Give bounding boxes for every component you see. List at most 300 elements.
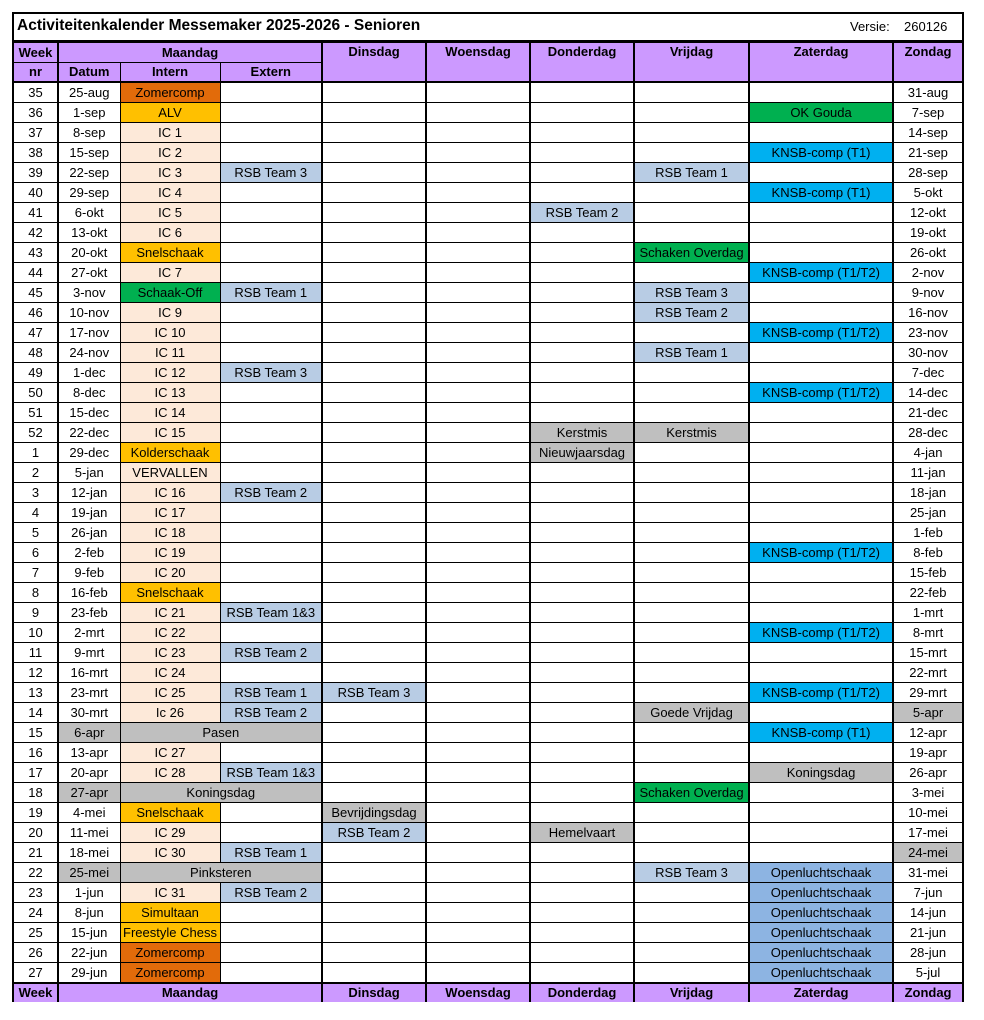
table-row (14, 543, 962, 563)
vrijdag-cell: RSB Team 3 (634, 283, 749, 303)
dinsdag-cell (322, 363, 426, 383)
zondag-cell: 5-okt (893, 183, 962, 203)
zondag-cell: 1-mrt (893, 603, 962, 623)
vrijdag-cell (634, 443, 749, 463)
intern-cell: IC 1 (120, 123, 220, 143)
extern-cell: RSB Team 1 (220, 843, 322, 863)
extern-cell (220, 503, 322, 523)
woensdag-cell (426, 723, 530, 743)
intern-cell: Snelschaak (120, 583, 220, 603)
extern-cell (220, 563, 322, 583)
dinsdag-cell (322, 263, 426, 283)
datum-cell: 17-nov (58, 323, 120, 343)
extern-cell (220, 423, 322, 443)
donderdag-cell: Hemelvaart (530, 823, 634, 843)
dinsdag-cell (322, 563, 426, 583)
extern-cell (220, 203, 322, 223)
zondag-cell: 28-dec (893, 423, 962, 443)
week-nr-cell: 5 (14, 523, 58, 543)
zaterdag-cell (749, 823, 893, 843)
zaterdag-cell: KNSB-comp (T1/T2) (749, 323, 893, 343)
extern-cell (220, 923, 322, 943)
header-intern: Intern (120, 63, 220, 83)
donderdag-cell (530, 583, 634, 603)
table-row (14, 843, 962, 863)
donderdag-cell (530, 103, 634, 123)
datum-cell: 25-mei (58, 863, 120, 883)
intern-cell: IC 11 (120, 343, 220, 363)
header-extern: Extern (220, 63, 322, 83)
extern-cell (220, 463, 322, 483)
intern-cell: IC 27 (120, 743, 220, 763)
woensdag-cell (426, 383, 530, 403)
table-row (14, 103, 962, 123)
extern-cell (220, 963, 322, 984)
holiday-span-cell: Koningsdag (120, 783, 322, 803)
intern-cell: IC 18 (120, 523, 220, 543)
vrijdag-cell (634, 503, 749, 523)
dinsdag-cell (322, 583, 426, 603)
woensdag-cell (426, 603, 530, 623)
zaterdag-cell: Openluchtschaak (749, 943, 893, 963)
header-row (14, 43, 962, 63)
footer-week: Week (14, 983, 58, 1002)
zaterdag-cell (749, 643, 893, 663)
datum-cell: 6-okt (58, 203, 120, 223)
donderdag-cell (530, 303, 634, 323)
vrijdag-cell (634, 843, 749, 863)
donderdag-cell (530, 783, 634, 803)
woensdag-cell (426, 583, 530, 603)
header-week: Week (14, 43, 58, 63)
zaterdag-cell (749, 243, 893, 263)
vrijdag-cell (634, 603, 749, 623)
dinsdag-cell (322, 523, 426, 543)
datum-cell: 9-feb (58, 563, 120, 583)
zaterdag-cell (749, 603, 893, 623)
donderdag-cell (530, 483, 634, 503)
vrijdag-cell: RSB Team 2 (634, 303, 749, 323)
vrijdag-cell (634, 803, 749, 823)
extern-cell (220, 103, 322, 123)
woensdag-cell (426, 483, 530, 503)
zaterdag-cell (749, 463, 893, 483)
datum-cell: 5-jan (58, 463, 120, 483)
zondag-cell: 22-mrt (893, 663, 962, 683)
table-row (14, 643, 962, 663)
dinsdag-cell (322, 763, 426, 783)
datum-cell: 26-jan (58, 523, 120, 543)
table-row (14, 223, 962, 243)
zondag-cell: 14-dec (893, 383, 962, 403)
intern-cell: IC 3 (120, 163, 220, 183)
dinsdag-cell (322, 303, 426, 323)
zaterdag-cell (749, 423, 893, 443)
zondag-cell: 23-nov (893, 323, 962, 343)
zondag-cell: 26-apr (893, 763, 962, 783)
table-row (14, 403, 962, 423)
dinsdag-cell (322, 783, 426, 803)
vrijdag-cell (634, 143, 749, 163)
table-row (14, 363, 962, 383)
extern-cell (220, 183, 322, 203)
dinsdag-cell (322, 603, 426, 623)
woensdag-cell (426, 883, 530, 903)
woensdag-cell (426, 903, 530, 923)
woensdag-cell (426, 303, 530, 323)
week-nr-cell: 4 (14, 503, 58, 523)
woensdag-cell (426, 123, 530, 143)
zaterdag-cell (749, 503, 893, 523)
zaterdag-cell (749, 203, 893, 223)
donderdag-cell (530, 923, 634, 943)
zondag-cell: 19-okt (893, 223, 962, 243)
vrijdag-cell (634, 963, 749, 984)
vrijdag-cell (634, 743, 749, 763)
donderdag-cell (530, 82, 634, 103)
zaterdag-cell: Openluchtschaak (749, 863, 893, 883)
vrijdag-cell (634, 923, 749, 943)
week-nr-cell: 45 (14, 283, 58, 303)
zondag-cell: 28-sep (893, 163, 962, 183)
woensdag-cell (426, 823, 530, 843)
dinsdag-cell (322, 483, 426, 503)
datum-cell: 30-mrt (58, 703, 120, 723)
dinsdag-cell (322, 863, 426, 883)
table-row (14, 483, 962, 503)
zaterdag-cell: Openluchtschaak (749, 903, 893, 923)
donderdag-cell (530, 903, 634, 923)
dinsdag-cell (322, 643, 426, 663)
dinsdag-cell (322, 443, 426, 463)
dinsdag-cell (322, 663, 426, 683)
extern-cell (220, 323, 322, 343)
week-nr-cell: 14 (14, 703, 58, 723)
donderdag-cell (530, 803, 634, 823)
vrijdag-cell (634, 463, 749, 483)
zaterdag-cell: KNSB-comp (T1/T2) (749, 683, 893, 703)
zaterdag-cell (749, 663, 893, 683)
zondag-cell: 8-mrt (893, 623, 962, 643)
zondag-cell: 16-nov (893, 303, 962, 323)
extern-cell (220, 143, 322, 163)
zondag-cell: 3-mei (893, 783, 962, 803)
header-maandag: Maandag (58, 43, 322, 63)
donderdag-cell (530, 403, 634, 423)
vrijdag-cell (634, 383, 749, 403)
woensdag-cell (426, 223, 530, 243)
week-nr-cell: 7 (14, 563, 58, 583)
intern-cell: Zomercomp (120, 82, 220, 103)
vrijdag-cell (634, 663, 749, 683)
donderdag-cell (530, 503, 634, 523)
donderdag-cell (530, 643, 634, 663)
intern-cell: Kolderschaak (120, 443, 220, 463)
extern-cell (220, 523, 322, 543)
zondag-cell: 19-apr (893, 743, 962, 763)
zaterdag-cell (749, 843, 893, 863)
datum-cell: 25-aug (58, 82, 120, 103)
table-row (14, 263, 962, 283)
donderdag-cell (530, 463, 634, 483)
donderdag-cell (530, 743, 634, 763)
donderdag-cell: Kerstmis (530, 423, 634, 443)
vrijdag-cell (634, 643, 749, 663)
footer-donderdag: Donderdag (530, 983, 634, 1002)
dinsdag-cell (322, 843, 426, 863)
woensdag-cell (426, 203, 530, 223)
zaterdag-cell: Koningsdag (749, 763, 893, 783)
vrijdag-cell (634, 823, 749, 843)
zaterdag-cell: KNSB-comp (T1) (749, 143, 893, 163)
donderdag-cell (530, 883, 634, 903)
donderdag-cell (530, 523, 634, 543)
zondag-cell: 15-feb (893, 563, 962, 583)
datum-cell: 29-jun (58, 963, 120, 984)
zaterdag-cell: Openluchtschaak (749, 923, 893, 943)
dinsdag-cell (322, 223, 426, 243)
intern-cell: Schaak-Off (120, 283, 220, 303)
week-nr-cell: 48 (14, 343, 58, 363)
zaterdag-cell (749, 523, 893, 543)
zondag-cell: 7-sep (893, 103, 962, 123)
dinsdag-cell (322, 143, 426, 163)
footer-zaterdag: Zaterdag (749, 983, 893, 1002)
dinsdag-cell (322, 963, 426, 984)
table-row (14, 783, 962, 803)
intern-cell: IC 14 (120, 403, 220, 423)
datum-cell: 8-dec (58, 383, 120, 403)
zondag-cell: 17-mei (893, 823, 962, 843)
zondag-cell: 10-mei (893, 803, 962, 823)
intern-cell: Snelschaak (120, 243, 220, 263)
donderdag-cell (530, 943, 634, 963)
zaterdag-cell (749, 123, 893, 143)
extern-cell (220, 823, 322, 843)
zaterdag-cell (749, 783, 893, 803)
zaterdag-cell (749, 563, 893, 583)
donderdag-cell (530, 563, 634, 583)
zaterdag-cell (749, 303, 893, 323)
datum-cell: 20-apr (58, 763, 120, 783)
extern-cell (220, 623, 322, 643)
week-nr-cell: 52 (14, 423, 58, 443)
zondag-cell: 26-okt (893, 243, 962, 263)
week-nr-cell: 40 (14, 183, 58, 203)
intern-cell: Zomercomp (120, 943, 220, 963)
header-vrijdag: Vrijdag (634, 43, 749, 83)
week-nr-cell: 9 (14, 603, 58, 623)
woensdag-cell (426, 663, 530, 683)
woensdag-cell (426, 563, 530, 583)
extern-cell (220, 943, 322, 963)
dinsdag-cell: Bevrijdingsdag (322, 803, 426, 823)
week-nr-cell: 39 (14, 163, 58, 183)
table-row (14, 903, 962, 923)
week-nr-cell: 3 (14, 483, 58, 503)
week-nr-cell: 50 (14, 383, 58, 403)
extern-cell: RSB Team 3 (220, 363, 322, 383)
datum-cell: 13-apr (58, 743, 120, 763)
extern-cell (220, 82, 322, 103)
woensdag-cell (426, 923, 530, 943)
extern-cell: RSB Team 1&3 (220, 763, 322, 783)
table-row (14, 563, 962, 583)
week-nr-cell: 20 (14, 823, 58, 843)
week-nr-cell: 10 (14, 623, 58, 643)
week-nr-cell: 37 (14, 123, 58, 143)
intern-cell: IC 21 (120, 603, 220, 623)
zaterdag-cell (749, 163, 893, 183)
woensdag-cell (426, 82, 530, 103)
vrijdag-cell (634, 543, 749, 563)
zondag-cell: 25-jan (893, 503, 962, 523)
woensdag-cell (426, 403, 530, 423)
vrijdag-cell (634, 683, 749, 703)
zondag-cell: 31-mei (893, 863, 962, 883)
donderdag-cell (530, 763, 634, 783)
donderdag-cell (530, 263, 634, 283)
donderdag-cell (530, 143, 634, 163)
intern-cell: IC 23 (120, 643, 220, 663)
datum-cell: 20-okt (58, 243, 120, 263)
week-nr-cell: 16 (14, 743, 58, 763)
donderdag-cell (530, 723, 634, 743)
vrijdag-cell (634, 943, 749, 963)
week-nr-cell: 8 (14, 583, 58, 603)
donderdag-cell (530, 963, 634, 984)
intern-cell: IC 5 (120, 203, 220, 223)
zaterdag-cell (749, 363, 893, 383)
intern-cell: IC 28 (120, 763, 220, 783)
table-row (14, 703, 962, 723)
datum-cell: 6-apr (58, 723, 120, 743)
intern-cell: IC 15 (120, 423, 220, 443)
woensdag-cell (426, 463, 530, 483)
datum-cell: 15-sep (58, 143, 120, 163)
woensdag-cell (426, 263, 530, 283)
vrijdag-cell (634, 203, 749, 223)
woensdag-cell (426, 943, 530, 963)
zaterdag-cell: Openluchtschaak (749, 883, 893, 903)
table-row (14, 883, 962, 903)
datum-cell: 22-sep (58, 163, 120, 183)
intern-cell: ALV (120, 103, 220, 123)
zaterdag-cell: KNSB-comp (T1/T2) (749, 543, 893, 563)
zondag-cell: 30-nov (893, 343, 962, 363)
zondag-cell: 7-jun (893, 883, 962, 903)
zondag-cell: 11-jan (893, 463, 962, 483)
datum-cell: 4-mei (58, 803, 120, 823)
intern-cell: IC 25 (120, 683, 220, 703)
datum-cell: 1-dec (58, 363, 120, 383)
intern-cell: Simultaan (120, 903, 220, 923)
vrijdag-cell: Schaken Overdag (634, 783, 749, 803)
woensdag-cell (426, 863, 530, 883)
week-nr-cell: 46 (14, 303, 58, 323)
table-row (14, 763, 962, 783)
intern-cell: IC 29 (120, 823, 220, 843)
extern-cell: RSB Team 2 (220, 643, 322, 663)
zaterdag-cell: OK Gouda (749, 103, 893, 123)
intern-cell: IC 2 (120, 143, 220, 163)
datum-cell: 10-nov (58, 303, 120, 323)
calendar-table (14, 42, 962, 1002)
woensdag-cell (426, 803, 530, 823)
zondag-cell: 4-jan (893, 443, 962, 463)
woensdag-cell (426, 743, 530, 763)
table-row (14, 463, 962, 483)
datum-cell: 1-jun (58, 883, 120, 903)
vrijdag-cell: Goede Vrijdag (634, 703, 749, 723)
header-datum: Datum (58, 63, 120, 83)
donderdag-cell (530, 863, 634, 883)
table-row (14, 383, 962, 403)
page-title: Activiteitenkalender Messemaker 2025-2026 - Senioren (17, 17, 421, 34)
vrijdag-cell (634, 183, 749, 203)
table-row (14, 923, 962, 943)
dinsdag-cell (322, 383, 426, 403)
dinsdag-cell (322, 423, 426, 443)
holiday-span-cell: Pinksteren (120, 863, 322, 883)
zondag-cell: 12-apr (893, 723, 962, 743)
woensdag-cell (426, 683, 530, 703)
woensdag-cell (426, 283, 530, 303)
week-nr-cell: 2 (14, 463, 58, 483)
table-row (14, 863, 962, 883)
donderdag-cell (530, 183, 634, 203)
intern-cell: IC 9 (120, 303, 220, 323)
zaterdag-cell (749, 283, 893, 303)
zondag-cell: 14-sep (893, 123, 962, 143)
table-row (14, 143, 962, 163)
woensdag-cell (426, 643, 530, 663)
extern-cell: RSB Team 2 (220, 883, 322, 903)
dinsdag-cell (322, 623, 426, 643)
extern-cell (220, 243, 322, 263)
footer-vrijdag: Vrijdag (634, 983, 749, 1002)
zaterdag-cell (749, 703, 893, 723)
intern-cell: IC 6 (120, 223, 220, 243)
vrijdag-cell (634, 82, 749, 103)
datum-cell: 23-mrt (58, 683, 120, 703)
woensdag-cell (426, 703, 530, 723)
extern-cell (220, 303, 322, 323)
donderdag-cell (530, 683, 634, 703)
zondag-cell: 15-mrt (893, 643, 962, 663)
datum-cell: 27-okt (58, 263, 120, 283)
zondag-cell: 22-feb (893, 583, 962, 603)
week-nr-cell: 25 (14, 923, 58, 943)
dinsdag-cell: RSB Team 2 (322, 823, 426, 843)
zaterdag-cell (749, 743, 893, 763)
zaterdag-cell (749, 403, 893, 423)
week-nr-cell: 51 (14, 403, 58, 423)
dinsdag-cell (322, 103, 426, 123)
table-row (14, 943, 962, 963)
vrijdag-cell (634, 723, 749, 743)
woensdag-cell (426, 103, 530, 123)
woensdag-cell (426, 343, 530, 363)
woensdag-cell (426, 623, 530, 643)
table-row (14, 603, 962, 623)
intern-cell: IC 10 (120, 323, 220, 343)
zondag-cell: 2-nov (893, 263, 962, 283)
datum-cell: 11-mei (58, 823, 120, 843)
dinsdag-cell (322, 183, 426, 203)
zaterdag-cell (749, 82, 893, 103)
donderdag-cell: Nieuwjaarsdag (530, 443, 634, 463)
